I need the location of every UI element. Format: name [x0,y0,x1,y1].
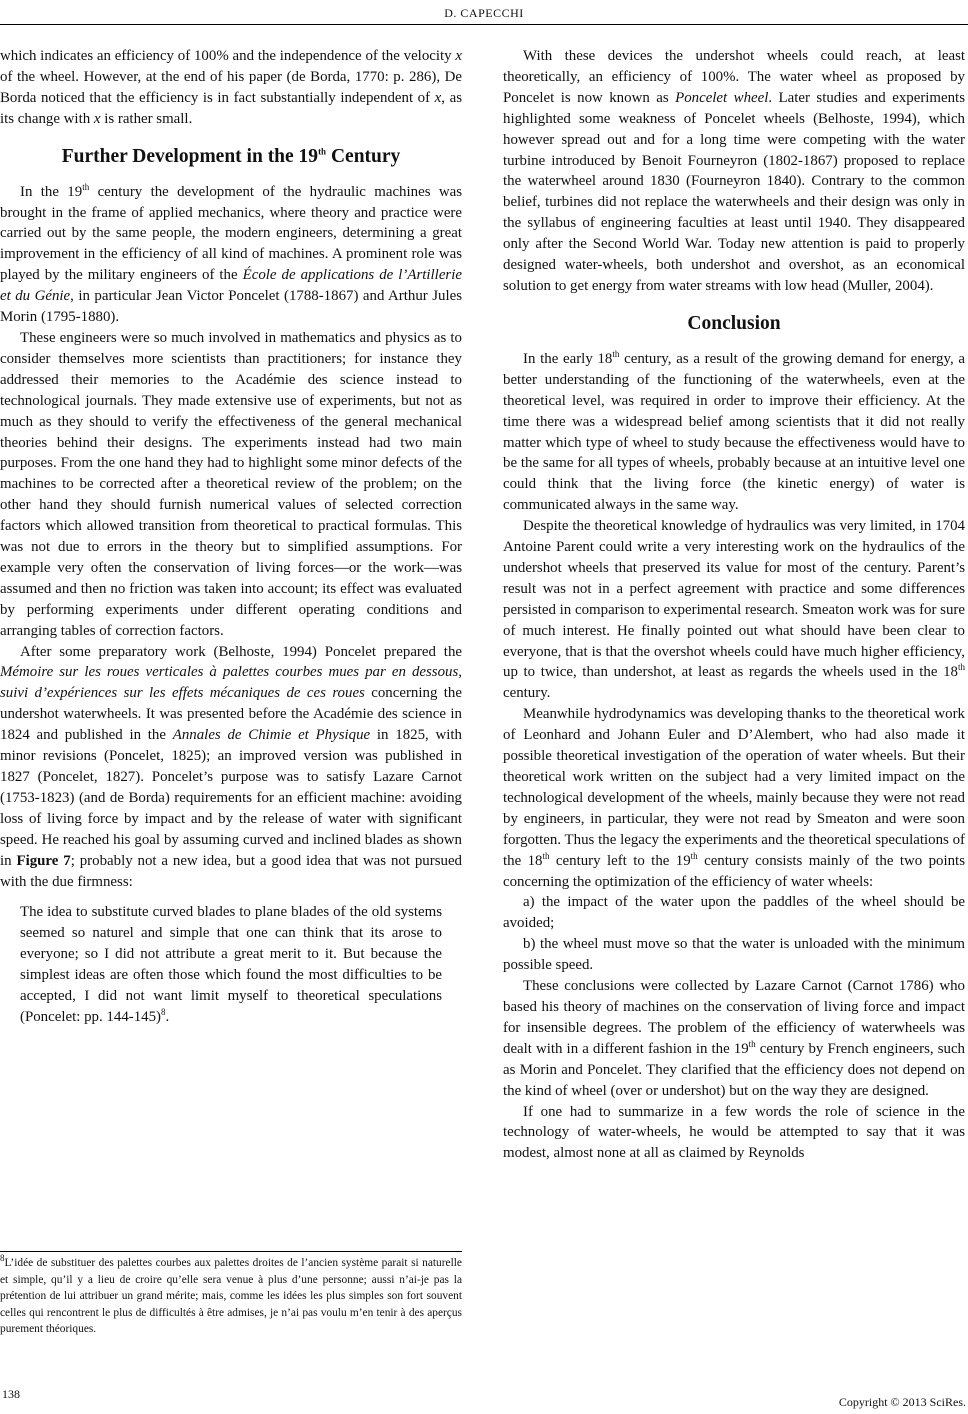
heading-text: Further Development in the 19 [61,145,319,167]
text-run: . Later studies and experiments highlighted some weakness of Poncelet wheels (Belhoste, 1994), which however spread out and for a long time were competing with the water turbine introduced by Benoit Fourneyron (1802-1867) proposed to replace the waterwheel around 1830 (Fourneyron 1840). Contrary to the common belief, turbines did not replace the waterwheels and their design was only in the syllabus of engineering faculties at least until 1940. They disappeared only after the Second World War. Today new attention is paid to properly designed water-wheels, both undershot and overshot, as an economical solution to get energy from water streams with low head (Muller, 2004). [503,89,965,294]
quote-text: . [165,1009,170,1026]
italic-text: Annales de Chimie et Physique [172,727,371,744]
footnote-marker: 8 [161,1007,166,1018]
text-run: century left to the 19 [549,852,691,869]
paragraph [503,349,965,516]
text-run: , as its change with [0,89,462,127]
text-run: century. [503,685,551,702]
text-run: of the wheel. However, at the end of his paper (de Borda, 1770: p. 286), De Borda noticed that the efficiency is in fact substantially independent of [0,68,462,106]
superscript: th [318,146,327,157]
paragraph [0,642,462,893]
paragraph [503,46,965,297]
running-head: D. CAPECCHI [444,6,524,20]
block-quote [20,902,442,1028]
text-run: After some preparatory work (Belhoste, 1994) Poncelet prepared the [20,643,462,660]
text-run: In the early 18 [523,350,613,367]
italic-text: École de applications de l’Artillerie et du Génie [0,267,462,305]
superscript: th [957,662,965,673]
math-variable: x [455,48,462,64]
text-run: in 1825, with minor revisions (Poncelet, 1825); an improved version was published in 1827 (Poncelet, 1827). Poncelet’s purpose was to satisfy Lazare Carnot (1753-1823) (and de Borda) requirements for an efficient machine: avoiding loss of living force by impact and by the release of water with significant speed. He reached his goal by assuming curved and inclined blades as shown in [0,727,462,869]
footnote-text: L’idée de substituer des palettes courbes aux palettes droites de l’ancien système parait si naturelle et simple, qu’il y a lieu de croire qu’elle sera venue à plus d’une personne; aussi n’ai-je pas la prétention de lui attribuer un grand mérite; mais, comme les idées les plus simples son fort souvent celles qui rencontrent le plus de difficultés à être admises, je n’ai pas voulu m’en tenir à des aperçus purement théoriques. [0,1257,462,1336]
superscript: th [542,850,550,861]
section-heading-conclusion: Conclusion [687,312,781,334]
page-number: 138 [2,1387,20,1401]
heading-text: Century [326,145,401,167]
text-run: century the development of the hydraulic machines was brought in the frame of applied mechanics, where theory and practice were carried out by the same people, the modern engineers, determining a great improvement in the efficiency of all kind of machines. A prominent role was played by the military engineers of the [0,183,462,284]
italic-text: Mémoire sur les roues verticales à palettes courbes mues par en dessous, suivi d’expériences sur les effets mécaniques de ces roues [0,664,462,702]
text-run: which indicates an efficiency of 100% and the independence of the velocity [0,48,456,64]
text-run: is rather small. [100,110,193,127]
paragraph [0,182,462,328]
italic-text: Poncelet wheel [675,89,769,106]
superscript: th [748,1038,756,1049]
text-run: century by French engineers, such as Morin and Poncelet. They clarified that the efficiency does not depend on the kind of wheel (over or undershot) but on the way they are designed. [503,1040,966,1099]
superscript: th [612,348,620,359]
footnote-rule [0,1251,462,1252]
list-item-a: a) the impact of the water upon the paddles of the wheel should be avoided; [503,894,965,932]
text-run: , in particular Jean Victor Poncelet (1788-1867) and Arthur Jules Morin (1795-1880). [0,288,463,326]
left-column [0,46,462,1042]
text-run: Despite the theoretical knowledge of hydraulics was very limited, in 1704 Antoine Parent could write a very interesting work on the hydraulics of the undershot wheels that preserved its value for most of the century. Parent’s result was not in a perfect agreement with practice and some differences persisted in comparison to experimental research. Smeaton work was for sure of much interest. He finally pointed out what should have been clear to everyone, that is that the overshot wheels could have much higher efficiency, up to twice, than undershot, at least as regards the wheels used in the 18 [503,518,965,681]
superscript: th [690,850,698,861]
text-run: century, as a result of the growing demand for energy, a better understanding of the functioning of the waterwheels, even at the theoretical level, was required in order to improve their efficiency. At the time there was a widespread belief among scientists that it did not really matter which type of wheel to study because the effectiveness would have to be the same for all types of wheels, probably because at an intuitive level one could think that the living force (the kinetic energy) of water is communicated always in the same way. [503,350,965,514]
list-item-b: b) the wheel must move so that the water is unloaded with the minimum possible speed. [503,936,965,974]
section-heading-further-development [0,144,462,170]
text-run: In the 19 [20,183,83,200]
math-variable: x [93,110,101,127]
right-column [503,46,965,1164]
paragraph [503,516,965,704]
paragraph: These engineers were so much involved in mathematics and physics as to consider themselves more scientists than practitioners; for instance they addressed their memories to the Académie des science instead to technological journals. They made extensive use of experiments, but not as much as they should to verify the effectiveness of the general mechanical theories behind their designs. The experiments instead had two main purposes. From the one hand they had to highlight some minor defects of the machines to be corrected after a theoretical review of the problem; on the other hand they should furnish numerical values of selected correction factors which allowed transition from theoretical to practical formulas. This was not due to errors in the theory but to simplified assumptions. For example very often the conservation of living forces—or the work—was assumed and then no friction was taken into account; its effect was evaluated by performing experiments under different operating conditions and arranging tables of correction factors. [0,329,462,639]
math-variable: x [434,89,442,106]
superscript: th [82,181,90,192]
copyright-notice: Copyright © 2013 SciRes. [838,1395,966,1409]
quote-text: The idea to substitute curved blades to plane blades of the old systems seemed so naturel and simple that one can think that its arose to everyone; so I did not attribute a great merit to it. But because the simplest ideas are often those which found the most difficulties to be accepted, I did not want limit myself to theoretical speculations (Poncelet: pp. 144-145) [20,904,442,1026]
text-run: ; probably not a new idea, but a good idea that was not pursued with the due firmness: [0,852,463,890]
paragraph: If one had to summarize in a few words the role of science in the technology of water-wheels, he would be attempted to say that it was modest, almost none at all as claimed by Reynolds [503,1103,965,1162]
text-run: Meanwhile hydrodynamics was developing thanks to the theoretical work of Leonhard and Johann Euler and D’Alembert, who had also made it possible theoretical investigation of the operation of water wheels. But their theoretical work written on the subject had a very limited impact on the technological development of the wheels, mainly because they were not read by engineers, in particular, they were not read by Smeaton and were soon forgotten. Thus the legacy the experiments and the theoretical speculations of the 18 [503,706,965,869]
paragraph [503,704,965,892]
header-rule [0,24,968,25]
footnote-number: 8 [0,1253,5,1264]
text-run: century consists mainly of the two points concerning the optimization of the efficiency of water wheels: [503,852,965,890]
text-run: concerning the undershot waterwheels. It was presented before the Académie des science in 1824 and published in the [0,685,462,744]
figure-reference: Figure 7 [16,852,71,869]
paragraph-continuation [0,46,462,130]
text-run: These conclusions were collected by Lazare Carnot (Carnot 1786) who based his theory of machines on the conservation of living force and impact for insensible degrees. The problem of the efficiency of waterwheels was dealt with in a different fashion in the 19 [503,978,965,1057]
paragraph [503,976,965,1101]
footnote [0,1255,462,1338]
text-run: With these devices the undershot wheels could reach, at least theoretically, an efficiency of 100%. The water wheel as proposed by Poncelet is now known as [503,48,965,106]
